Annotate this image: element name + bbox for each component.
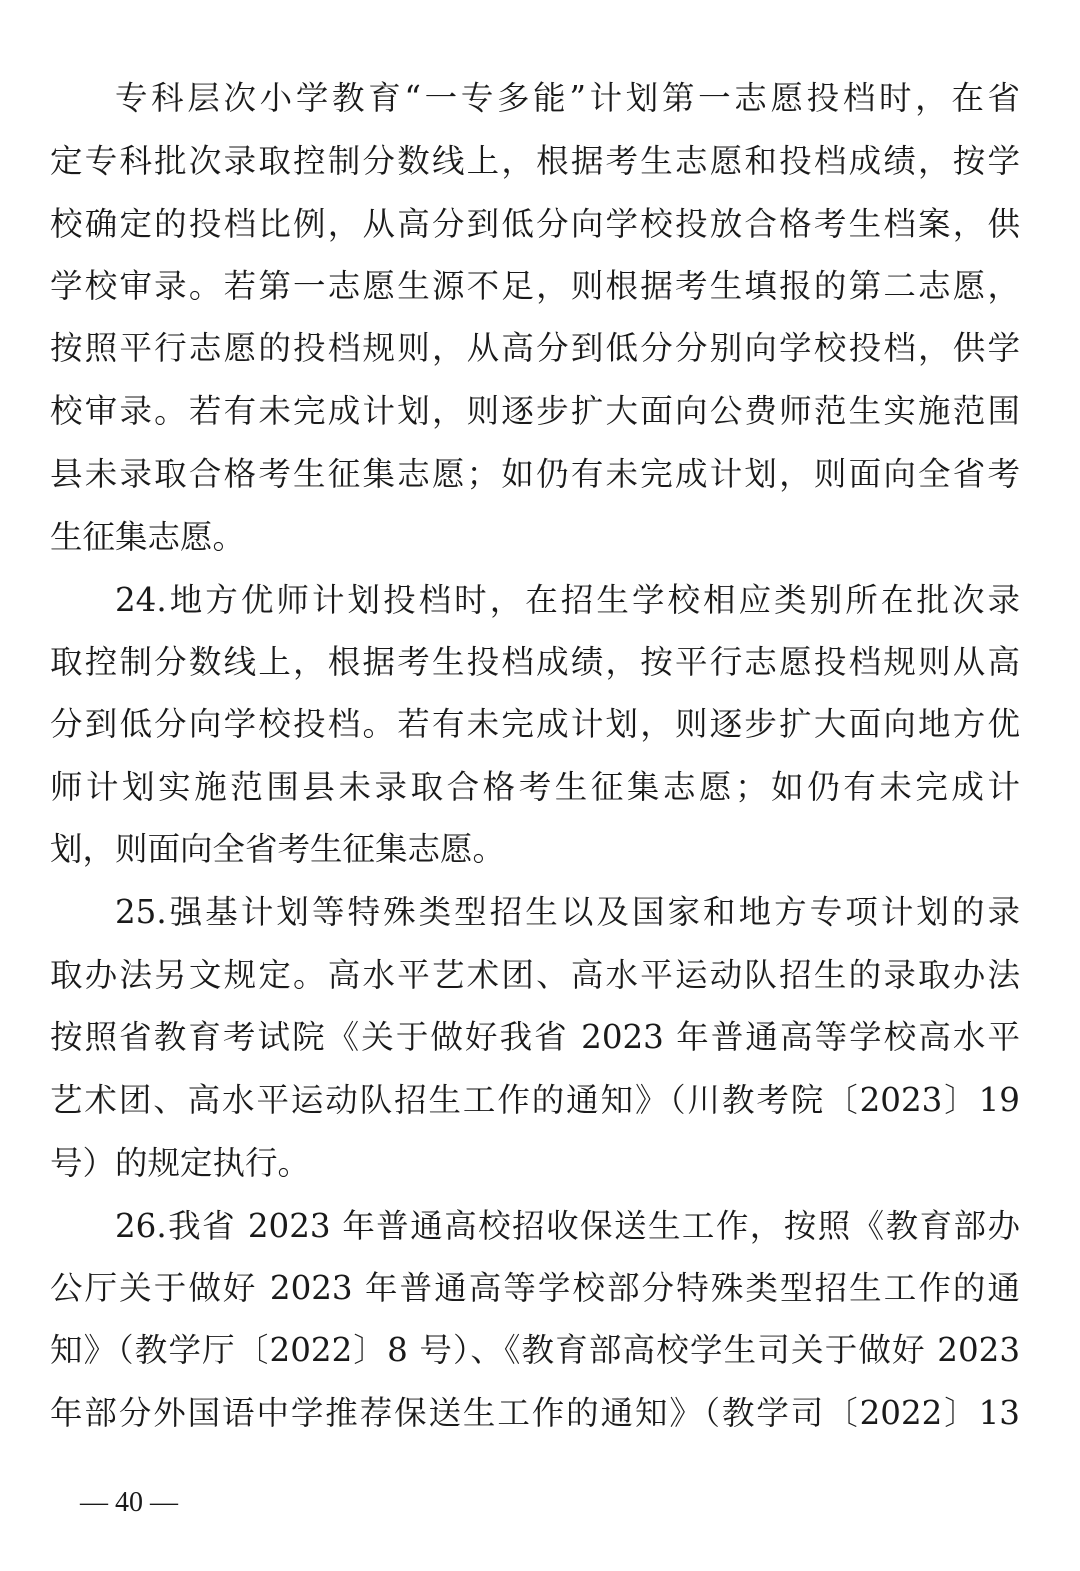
paragraph-line: 26.我省 2023 年普通高校招收保送生工作，按照《教育部办 [115,1207,1020,1245]
paragraph-line: 专科层次小学教育“一专多能”计划第一志愿投档时，在省 [115,79,1020,117]
paragraph-line: 划，则面向全省考生征集志愿。 [50,830,506,868]
paragraph-line: 25.强基计划等特殊类型招生以及国家和地方专项计划的录 [115,893,1020,931]
paragraph-line: 号）的规定执行。 [50,1144,311,1182]
paragraph-line: 年部分外国语中学推荐保送生工作的通知》（教学司〔2022〕13 [50,1394,1020,1432]
paragraph-line: 艺术团、高水平运动队招生工作的通知》（川教考院〔2023〕19 [50,1081,1020,1119]
paragraph-line: 知》（教学厅〔2022〕8 号）、《教育部高校学生司关于做好 2023 [50,1331,1020,1369]
paragraph-line: 县未录取合格考生征集志愿；如仍有未完成计划，则面向全省考 [50,455,1020,493]
paragraph-line: 按照平行志愿的投档规则，从高分到低分分别向学校投档，供学 [50,329,1020,367]
paragraph-line: 公厅关于做好 2023 年普通高等学校部分特殊类型招生工作的通 [50,1269,1020,1307]
paragraph-line: 校确定的投档比例，从高分到低分向学校投放合格考生档案，供 [50,205,1020,243]
paragraph-line: 校审录。若有未完成计划，则逐步扩大面向公费师范生实施范围 [50,392,1020,430]
paragraph-line: 按照省教育考试院《关于做好我省 2023 年普通高等学校高水平 [50,1018,1020,1056]
paragraph-line: 师计划实施范围县未录取合格考生征集志愿；如仍有未完成计 [50,768,1020,806]
paragraph-line: 分到低分向学校投档。若有未完成计划，则逐步扩大面向地方优 [50,705,1020,743]
page-number: — 40 — [80,1487,178,1518]
paragraph-line: 定专科批次录取控制分数线上，根据考生志愿和投档成绩，按学 [50,142,1020,180]
paragraph-line: 学校审录。若第一志愿生源不足，则根据考生填报的第二志愿， [50,267,1020,305]
paragraph-line: 24.地方优师计划投档时，在招生学校相应类别所在批次录 [115,581,1020,619]
paragraph-line: 取控制分数线上，根据考生投档成绩，按平行志愿投档规则从高 [50,643,1020,681]
paragraph-line: 取办法另文规定。高水平艺术团、高水平运动队招生的录取办法 [50,956,1020,994]
paragraph-line: 生征集志愿。 [50,518,246,556]
